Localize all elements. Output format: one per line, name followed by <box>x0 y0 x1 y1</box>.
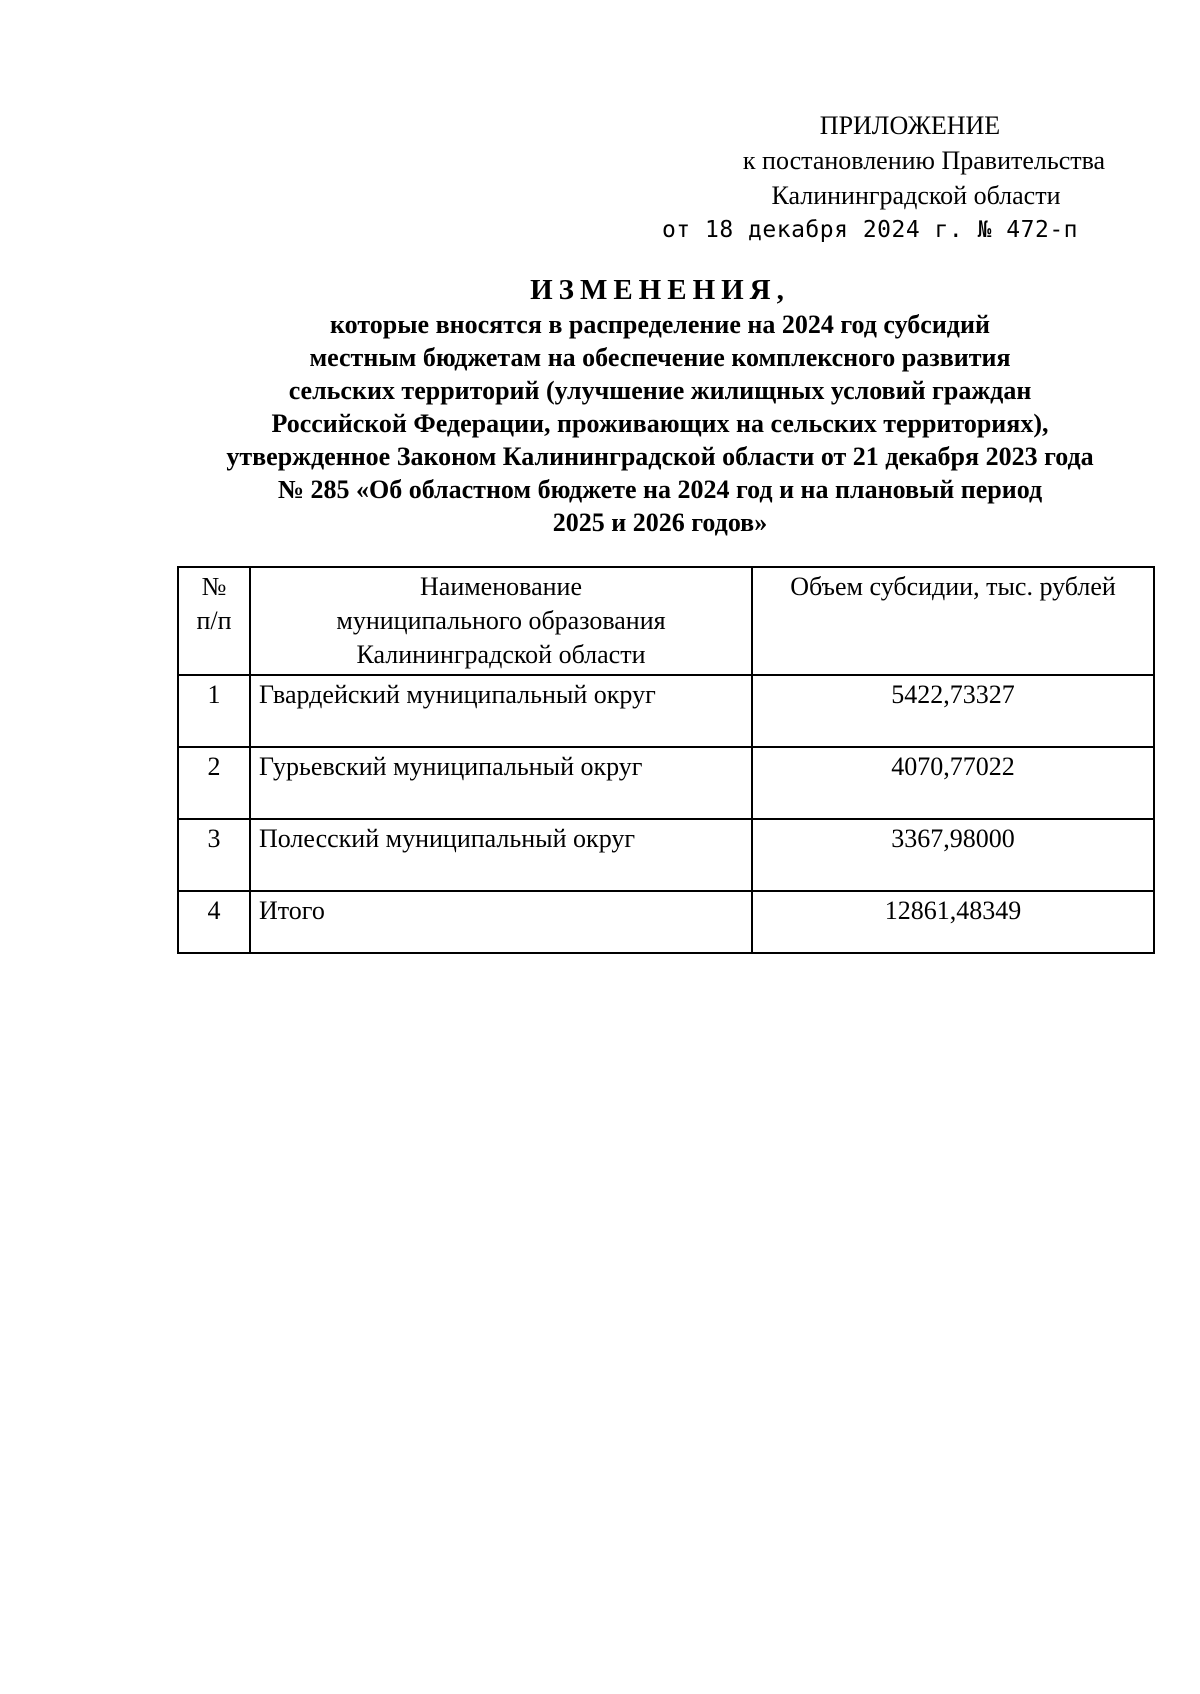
header-municipality <box>250 567 752 675</box>
header-municipality-line1: Наименование <box>420 572 582 601</box>
row-volume: 5422,73327 <box>752 675 1154 747</box>
heading-line: сельских территорий (улучшение жилищных условий граждан <box>288 376 1032 405</box>
header-number-line1: № <box>201 572 227 601</box>
row-volume: 3367,98000 <box>752 819 1154 891</box>
row-municipality: Полесский муниципальный округ <box>250 819 752 891</box>
row-total-volume: 12861,48349 <box>752 891 1154 953</box>
table-row <box>178 747 1154 819</box>
subsidy-table <box>177 566 1155 954</box>
header-number <box>178 567 250 675</box>
header-number-line2: п/п <box>196 606 232 635</box>
heading-line: утвержденное Законом Калининградской области от 21 декабря 2023 года <box>226 442 1094 471</box>
row-municipality: Гурьевский муниципальный округ <box>250 747 752 819</box>
row-number: 2 <box>178 747 250 819</box>
table-header-row <box>178 567 1154 675</box>
heading-line: местным бюджетам на обеспечение комплексного развития <box>309 343 1011 372</box>
heading-line: которые вносятся в распределение на 2024 год субсидий <box>330 310 990 339</box>
heading-line: Российской Федерации, проживающих на сельских территориях), <box>271 409 1049 438</box>
row-number: 1 <box>178 675 250 747</box>
document-heading <box>160 272 1160 539</box>
table-row <box>178 675 1154 747</box>
table-row <box>178 819 1154 891</box>
header-municipality-line2: муниципального образования <box>336 606 666 635</box>
appendix-region: Калининградской области <box>771 181 1061 210</box>
heading-line: 2025 и 2026 годов» <box>552 508 768 537</box>
heading-title: ИЗМЕНЕНИЯ, <box>530 274 790 306</box>
heading-line: № 285 «Об областном бюджете на 2024 год и на плановый период <box>277 475 1043 504</box>
appendix-block <box>640 108 1140 248</box>
row-number: 4 <box>178 891 250 953</box>
appendix-title: ПРИЛОЖЕНИЕ <box>819 111 1001 140</box>
appendix-reference: к постановлению Правительства <box>742 146 1106 175</box>
row-number: 3 <box>178 819 250 891</box>
row-municipality: Гвардейский муниципальный округ <box>250 675 752 747</box>
row-volume: 4070,77022 <box>752 747 1154 819</box>
appendix-date: от 18 декабря 2024 г. № 472-п <box>661 217 1079 243</box>
header-volume: Объем субсидии, тыс. рублей <box>752 567 1154 675</box>
header-municipality-line3: Калининградской области <box>356 640 646 669</box>
row-total-label: Итого <box>250 891 752 953</box>
table-total-row <box>178 891 1154 953</box>
